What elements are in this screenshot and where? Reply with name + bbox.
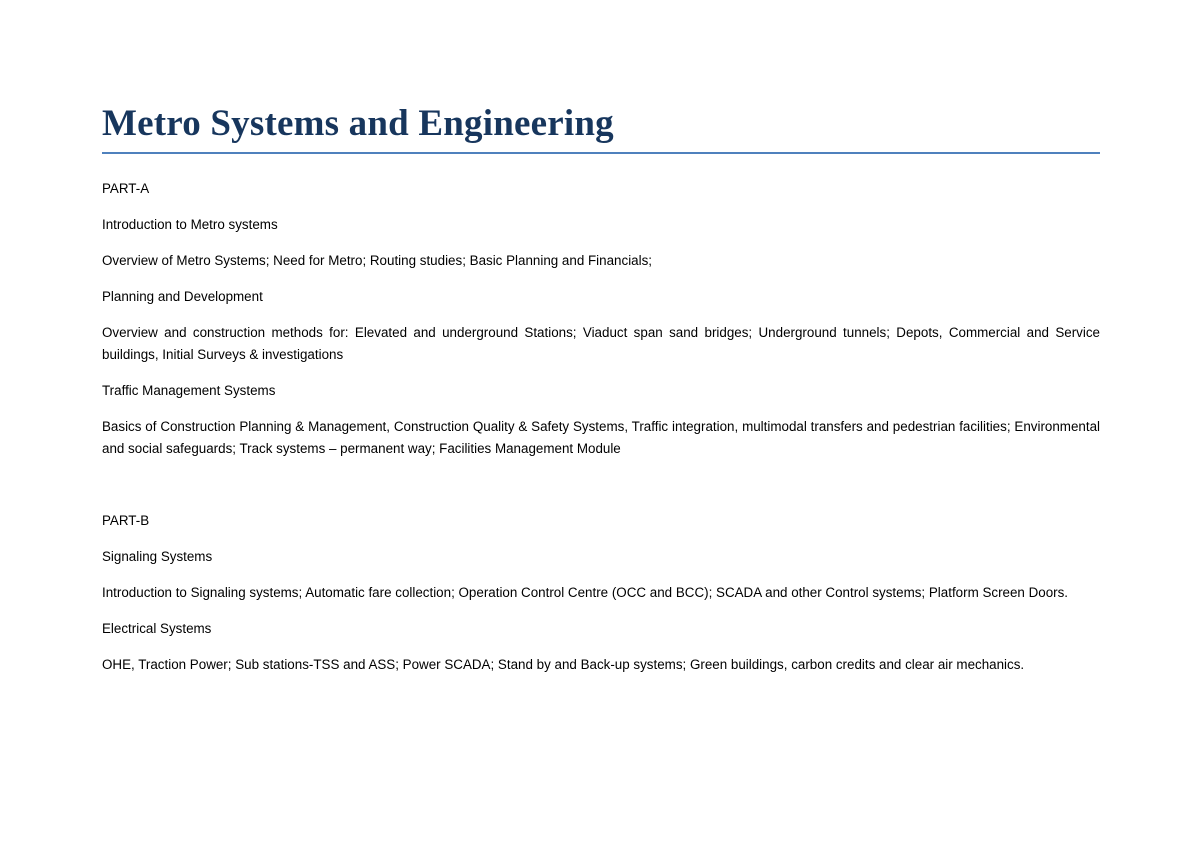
document-body: [102, 178, 1100, 676]
document-title: Metro Systems and Engineering: [102, 102, 1100, 154]
section-heading: Planning and Development: [102, 289, 263, 304]
section-description: Overview and construction methods for: Elevated and underground Stations; Viaduct span sand bridges; Underground tunnels; Depots, Commercial and Service buildings, Initial Surveys & investigations: [102, 325, 1100, 362]
section-description: Introduction to Signaling systems; Automatic fare collection; Operation Control Centre (OCC and BCC); SCADA and other Control systems; Platform Screen Doors.: [102, 585, 1069, 600]
section-heading: Electrical Systems: [102, 621, 212, 636]
section-description: Overview of Metro Systems; Need for Metro; Routing studies; Basic Planning and Financials;: [102, 253, 653, 268]
part-a-heading: PART-A: [102, 181, 150, 196]
section-description: Basics of Construction Planning & Management, Construction Quality & Safety Systems, Traffic integration, multimodal transfers and pedestrian facilities; Environmental and social safeguards; Track systems – permanent way; Facilities Management Module: [102, 419, 1100, 456]
section-heading: Signaling Systems: [102, 549, 213, 564]
section-description: OHE, Traction Power; Sub stations-TSS and ASS; Power SCADA; Stand by and Back-up systems; Green buildings, carbon credits and clear air mechanics.: [102, 657, 1025, 672]
section-heading: Traffic Management Systems: [102, 383, 276, 398]
part-b-heading: PART-B: [102, 513, 150, 528]
document-page: [102, 102, 1100, 690]
section-heading: Introduction to Metro systems: [102, 217, 278, 232]
section-spacer: [102, 474, 1100, 510]
